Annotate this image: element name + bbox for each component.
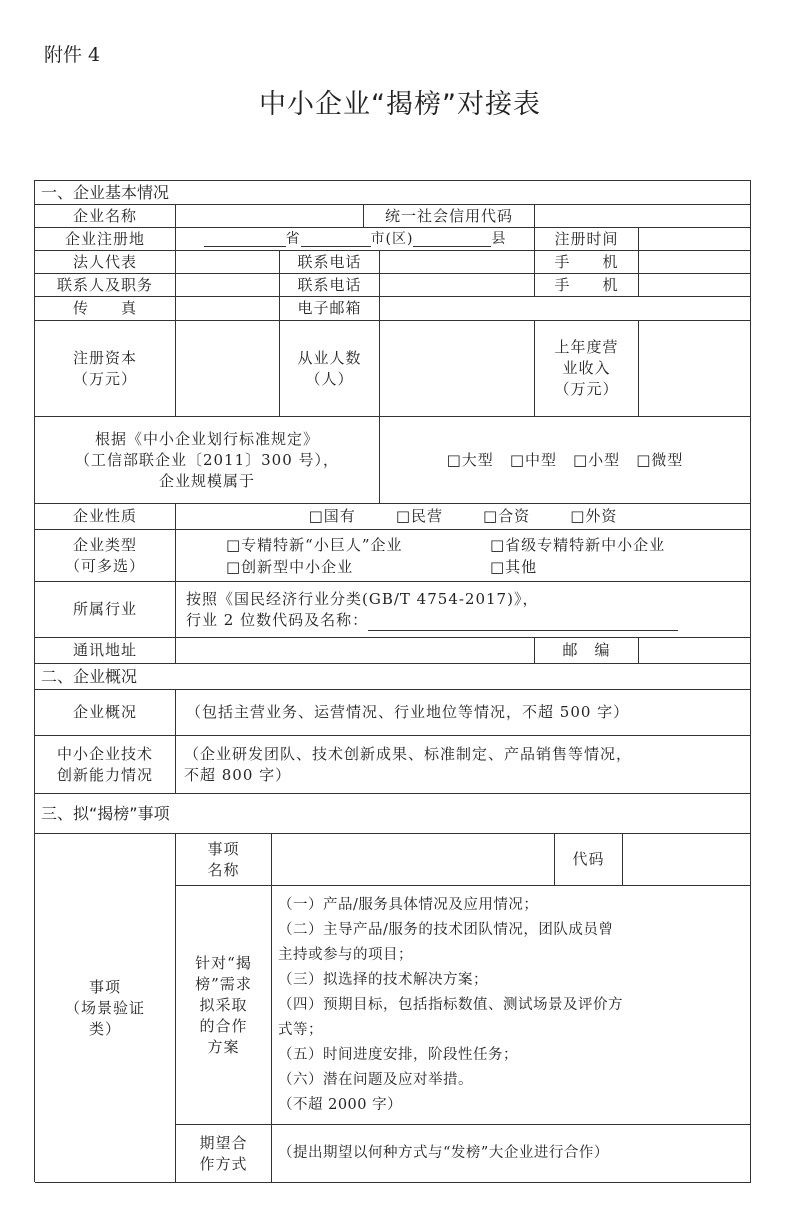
tech-text-line2: 不超 800 字） xyxy=(184,765,292,784)
type-line2: （可多选） xyxy=(64,556,145,575)
revenue-line1: 上年度营 xyxy=(554,338,619,356)
label-contact-person: 联系人及职务 xyxy=(35,274,176,297)
field-legal-rep[interactable] xyxy=(176,251,280,274)
label-type xyxy=(35,530,176,582)
city-blank[interactable] xyxy=(301,231,371,247)
plan-text-8: （六）潜在问题及应对举措。 xyxy=(278,1071,473,1088)
checkbox-medium[interactable]: □中型 xyxy=(509,450,557,469)
province-blank[interactable] xyxy=(204,231,286,247)
label-reg-place: 企业注册地 xyxy=(35,228,176,251)
label-contact-phone: 联系电话 xyxy=(280,274,380,297)
plan-text-1: （一）产品/服务具体情况及应用情况； xyxy=(278,896,539,913)
industry-code-blank[interactable] xyxy=(368,615,678,631)
city-label: 市(区) xyxy=(370,230,414,247)
type-options xyxy=(176,530,751,582)
plan-text-6: 式等； xyxy=(278,1021,323,1038)
item-line1: 事项 xyxy=(88,977,121,996)
field-code[interactable] xyxy=(623,834,751,886)
section-challenge: 三、拟“揭榜”事项 xyxy=(35,794,751,834)
field-expect[interactable]: （提出期望以何种方式与“发榜”大企业进行合作） xyxy=(272,1125,751,1183)
label-expect xyxy=(176,1125,272,1183)
field-revenue[interactable] xyxy=(639,321,751,417)
field-address[interactable] xyxy=(176,638,535,664)
tech-line2: 创新能力情况 xyxy=(56,765,153,784)
plan-text-5: （四）预期目标，包括指标数值、测试场景及评价方 xyxy=(278,996,623,1013)
label-item xyxy=(35,834,176,1183)
checkbox-large[interactable]: □大型 xyxy=(446,450,494,469)
field-contact-phone[interactable] xyxy=(380,274,535,297)
label-code: 代码 xyxy=(555,834,623,886)
checkbox-innovative-sme[interactable]: □创新型中小企业 xyxy=(226,558,354,576)
industry-text-line1: 按照《国民经济行业分类(GB/T 4754-2017)》， xyxy=(186,589,539,608)
type-line1: 企业类型 xyxy=(72,535,137,554)
label-industry: 所属行业 xyxy=(35,582,176,638)
plan-line5: 方案 xyxy=(207,1037,240,1056)
plan-text-4: （三）拟选择的技术解决方案； xyxy=(278,971,488,988)
reg-capital-line2: （万元） xyxy=(72,369,137,388)
field-plan[interactable] xyxy=(272,886,751,1125)
label-fax: 传 真 xyxy=(35,297,176,321)
plan-text-9: （不超 2000 字） xyxy=(278,1096,403,1113)
tech-line1: 中小企业技术 xyxy=(56,744,153,763)
label-legal-rep-phone: 联系电话 xyxy=(280,251,380,274)
label-legal-rep: 法人代表 xyxy=(35,251,176,274)
label-overview: 企业概况 xyxy=(35,690,176,736)
field-contact-mobile[interactable] xyxy=(639,274,751,297)
item-line3: 类） xyxy=(88,1019,121,1038)
plan-line4: 的合作 xyxy=(199,1016,248,1035)
plan-line1: 针对“揭 xyxy=(195,953,252,972)
field-email[interactable] xyxy=(380,297,751,321)
checkbox-micro[interactable]: □微型 xyxy=(636,450,684,469)
label-scale xyxy=(35,417,380,504)
label-postcode: 邮 编 xyxy=(535,638,639,664)
county-label: 县 xyxy=(491,230,507,247)
section-basic-info: 一、企业基本情况 xyxy=(35,181,751,205)
field-reg-time[interactable] xyxy=(639,228,751,251)
field-legal-rep-phone[interactable] xyxy=(380,251,535,274)
form-table xyxy=(34,180,751,1182)
label-plan xyxy=(176,886,272,1125)
label-tech xyxy=(35,736,176,794)
checkbox-provincial-sme[interactable]: □省级专精特新中小企业 xyxy=(490,536,666,554)
industry-text-prefix: 行业 2 位数代码及名称： xyxy=(186,610,369,629)
checkbox-state-owned[interactable]: □国有 xyxy=(308,507,356,525)
scale-line3: 企业规模属于 xyxy=(158,471,255,490)
scale-options xyxy=(380,417,751,504)
label-revenue xyxy=(535,321,639,417)
expect-line2: 作方式 xyxy=(199,1154,248,1173)
revenue-line2: 业收入 xyxy=(562,359,611,377)
field-company-name[interactable] xyxy=(176,205,364,228)
label-legal-rep-mobile: 手 机 xyxy=(535,251,639,274)
plan-text-3: 主持或参与的项目； xyxy=(278,946,413,963)
scale-line2: （工信部联企业〔2011〕300 号）， xyxy=(74,450,340,469)
plan-line2: 榜”需求 xyxy=(195,974,252,993)
attachment-label: 附件 4 xyxy=(44,44,101,66)
checkbox-little-giant[interactable]: □专精特新“小巨人”企业 xyxy=(226,536,403,554)
field-tech[interactable] xyxy=(176,736,751,794)
tech-text-line1: （企业研发团队、技术创新成果、标准制定、产品销售等情况， xyxy=(184,744,633,763)
field-employees[interactable] xyxy=(380,321,535,417)
nature-options xyxy=(176,504,751,530)
checkbox-joint-venture[interactable]: □合资 xyxy=(483,507,531,525)
employees-line2: （人） xyxy=(305,369,354,388)
county-blank[interactable] xyxy=(413,231,491,247)
reg-capital-line1: 注册资本 xyxy=(72,348,137,367)
label-item-name xyxy=(176,834,272,886)
plan-text-2: （二）主导产品/服务的技术团队情况，团队成员曾 xyxy=(278,921,614,938)
field-contact-person[interactable] xyxy=(176,274,280,297)
label-company-name: 企业名称 xyxy=(35,205,176,228)
revenue-line3: （万元） xyxy=(554,380,619,398)
employees-line1: 从业人数 xyxy=(297,348,362,367)
checkbox-other[interactable]: □其他 xyxy=(490,558,538,576)
field-legal-rep-mobile[interactable] xyxy=(639,251,751,274)
field-industry xyxy=(176,582,751,638)
label-nature: 企业性质 xyxy=(35,504,176,530)
checkbox-small[interactable]: □小型 xyxy=(573,450,621,469)
plan-text-7: （五）时间进度安排，阶段性任务； xyxy=(278,1046,518,1063)
label-address: 通讯地址 xyxy=(35,638,176,664)
item-name-line2: 名称 xyxy=(207,860,240,879)
label-employees xyxy=(280,321,380,417)
label-reg-time: 注册时间 xyxy=(535,228,639,251)
label-email: 电子邮箱 xyxy=(280,297,380,321)
expect-line1: 期望合 xyxy=(199,1133,248,1152)
page-title: 中小企业“揭榜”对接表 xyxy=(259,89,541,120)
scale-line1: 根据《中小企业划行标准规定》 xyxy=(94,429,319,448)
checkbox-private[interactable]: □民营 xyxy=(395,507,443,525)
field-credit-code[interactable] xyxy=(535,205,751,228)
label-credit-code: 统一社会信用代码 xyxy=(364,205,535,228)
field-postcode[interactable] xyxy=(639,638,751,664)
label-contact-mobile: 手 机 xyxy=(535,274,639,297)
field-fax[interactable] xyxy=(176,297,280,321)
item-name-line1: 事项 xyxy=(207,839,240,858)
section-overview: 二、企业概况 xyxy=(35,664,751,690)
field-item-name[interactable] xyxy=(272,834,555,886)
item-line2: （场景验证 xyxy=(64,998,145,1017)
checkbox-foreign[interactable]: □外资 xyxy=(570,507,618,525)
plan-line3: 拟采取 xyxy=(199,995,248,1014)
label-reg-capital xyxy=(35,321,176,417)
field-reg-place[interactable] xyxy=(176,228,535,251)
province-label: 省 xyxy=(285,230,301,247)
industry-text-line2 xyxy=(186,610,678,631)
field-overview[interactable]: （包括主营业务、运营情况、行业地位等情况，不超 500 字） xyxy=(176,690,751,736)
field-reg-capital[interactable] xyxy=(176,321,280,417)
